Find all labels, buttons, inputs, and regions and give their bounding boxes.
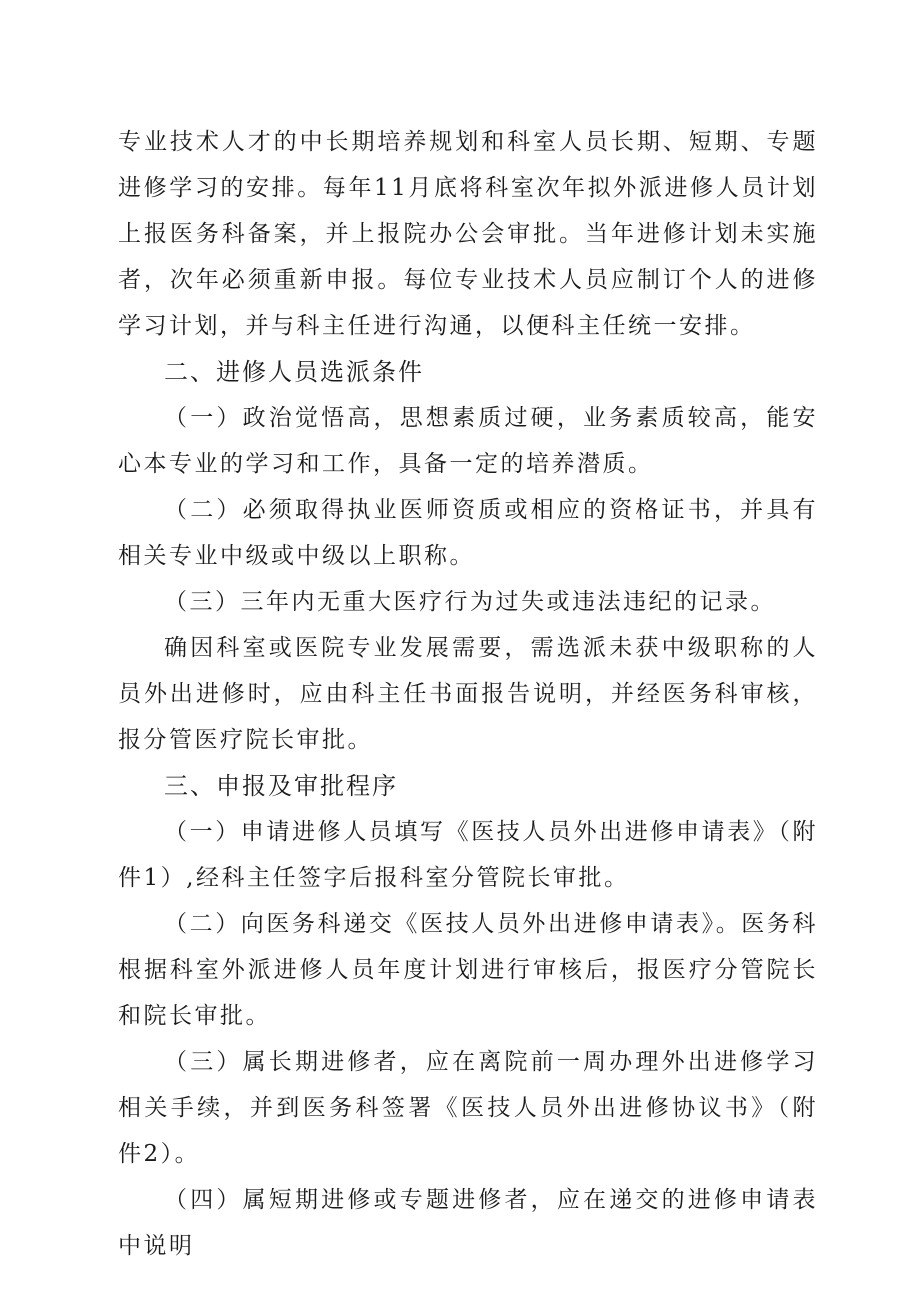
section-heading-2: 二、进修人员选派条件 <box>164 358 424 386</box>
paragraph-condition-3: （三）三年内无重大医疗行为过失或违法违纪的记录。 <box>164 589 776 615</box>
paragraph-continuation: 专业技术人才的中长期培养规划和科室人员长期、短期、专题进修学习的安排。每年11月底将科室次年拟外派进修人员计划上报医务科备案，并上报院办公会审批。当年进修计划未实施者，次年必须重新申报。每位专业技术人员应制订个人的进修学习计划，并与科主任进行沟通，以便科主任统一安排。 <box>118 129 818 339</box>
document-body <box>118 119 818 1269</box>
paragraph-exception: 确因科室或医院专业发展需要，需选派未获中级职称的人员外出进修时，应由科主任书面报告说明，并经医务科审核，报分管医疗院长审批。 <box>118 635 818 753</box>
paragraph-condition-2: （二）必须取得执业医师资质或相应的资格证书，并具有相关专业中级或中级以上职称。 <box>118 497 818 569</box>
paragraph-procedure-1: （一）申请进修人员填写《医技人员外出进修申请表》（附件1）,经科主任签字后报科室分管院长审批。 <box>118 819 818 891</box>
paragraph-procedure-2: （二）向医务科递交《医技人员外出进修申请表》。医务科根据科室外派进修人员年度计划进行审核后，报医疗分管院长和院长审批。 <box>118 911 818 1029</box>
paragraph-procedure-3: （三）属长期进修者，应在离院前一周办理外出进修学习相关手续，并到医务科签署《医技人员外出进修协议书》（附件2）。 <box>118 1049 818 1167</box>
paragraph-procedure-4: （四）属短期进修或专题进修者，应在递交的进修申请表中说明 <box>118 1187 818 1259</box>
paragraph-condition-1: （一）政治觉悟高，思想素质过硬，业务素质较高，能安心本专业的学习和工作，具备一定的培养潜质。 <box>118 405 818 477</box>
section-heading-3: 三、申报及审批程序 <box>164 772 398 800</box>
